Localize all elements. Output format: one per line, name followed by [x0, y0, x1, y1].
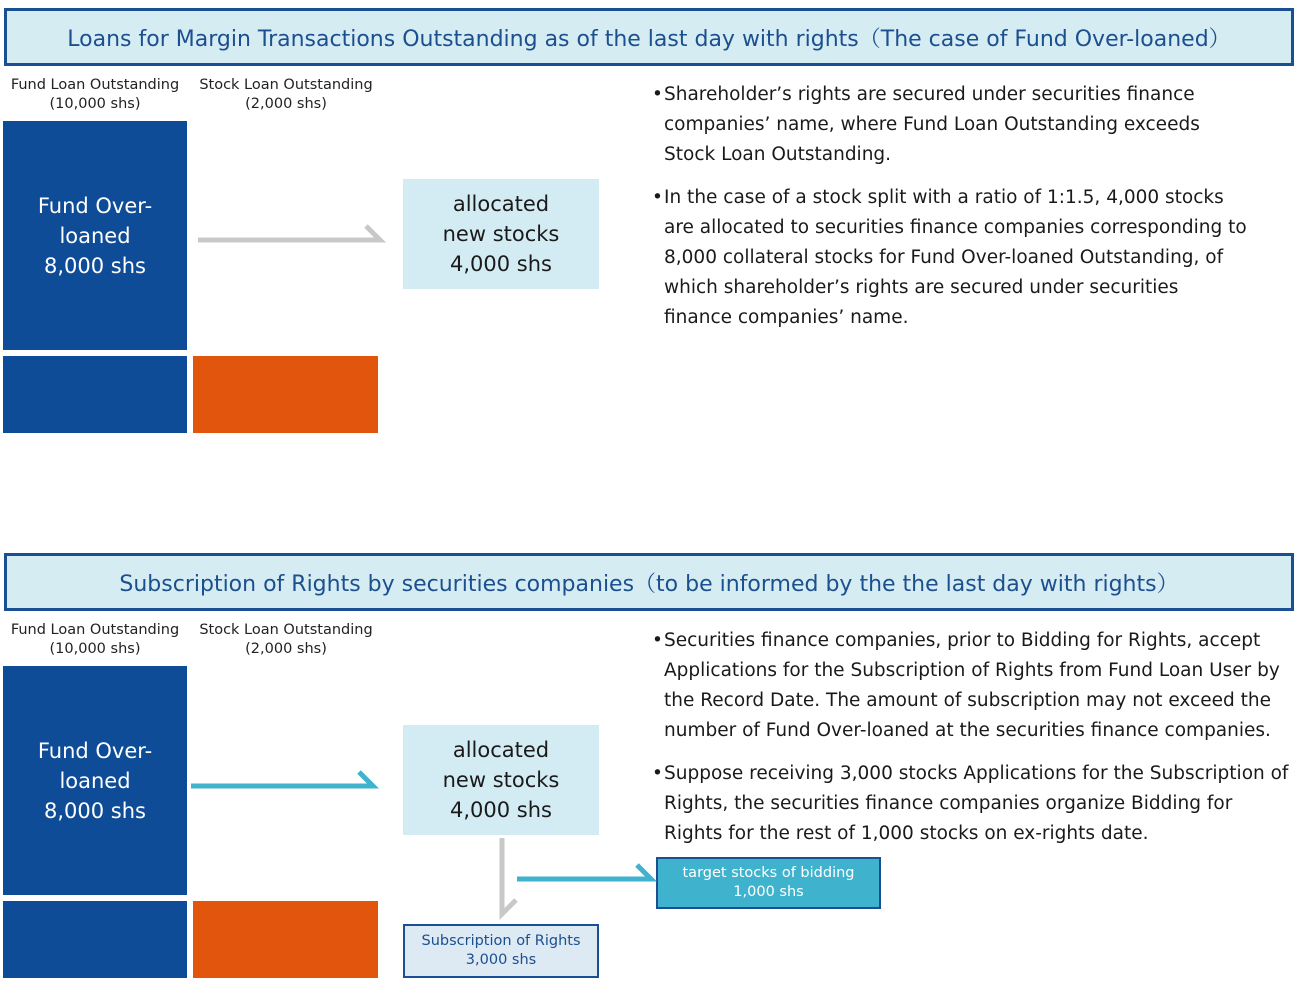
- subs-line1: Subscription of Rights: [421, 933, 581, 949]
- alloc-line1: allocated: [452, 192, 550, 216]
- fund-block-line2: loaned: [59, 768, 131, 793]
- bidding-arrow: [517, 865, 651, 879]
- section1-allocation-arrow: [198, 226, 380, 240]
- alloc-line3: 4,000 shs: [450, 252, 552, 276]
- fund-block-line3: 8,000 shs: [44, 798, 146, 823]
- stock-loan-label-text: Stock Loan Outstanding: [199, 622, 373, 638]
- subs-line2: 3,000 shs: [465, 952, 537, 968]
- stock-loan-value-text: (2,000 shs): [245, 641, 327, 657]
- fund-loan-label-text: Fund Loan Outstanding: [10, 622, 180, 638]
- stock-loan-label-text: Stock Loan Outstanding: [199, 77, 373, 93]
- alloc-line3: 4,000 shs: [450, 798, 552, 822]
- fund-block-line2: loaned: [59, 223, 131, 248]
- fund-loan-value-text: (10,000 shs): [49, 641, 141, 657]
- section2-allocation-arrow: [191, 772, 373, 786]
- fund-loan-label-text: Fund Loan Outstanding: [10, 77, 180, 93]
- fund-block-line1: Fund Over-: [37, 193, 153, 218]
- stock-loan-value-text: (2,000 shs): [245, 96, 327, 112]
- fund-loan-value-text: (10,000 shs): [49, 96, 141, 112]
- bullet-item: • Suppose receiving 3,000 stocks Applications for the Subscription of Rights, the securities finance companies organize Bidding for Rights for the rest of 1,000 stocks on ex-rights date.: [652, 759, 1292, 849]
- bullet-item: • Shareholder’s rights are secured under securities finance companies’ name, where Fund Loan Outstanding exceeds Stock Loan Outstanding.: [652, 80, 1252, 170]
- fund-block-line1: Fund Over-: [37, 738, 153, 763]
- alloc-line2: new stocks: [442, 768, 560, 792]
- alloc-line1: allocated: [452, 738, 550, 762]
- section2-title-text: Subscription of Rights by securities companies（to be informed by the the last day with rights）: [119, 571, 1179, 597]
- fund-block-line3: 8,000 shs: [44, 253, 146, 278]
- target-line2: 1,000 shs: [733, 884, 804, 900]
- bullet-item: • Securities finance companies, prior to Bidding for Rights, accept Applications for the Subscription of Rights from Fund Loan User by the Record Date. The amount of subscription may not exceed the number of Fund Over-loaned at the securities finance companies.: [652, 626, 1292, 746]
- target-line1: target stocks of bidding: [682, 865, 855, 881]
- subscription-down-arrow: [502, 838, 516, 914]
- alloc-line2: new stocks: [442, 222, 560, 246]
- bullet-item: • In the case of a stock split with a ratio of 1:1.5, 4,000 stocks are allocated to securities finance companies corresponding to 8,000 collateral stocks for Fund Over-loaned Outstanding, of which shareholder’s rights are secured under securities finance companies’ name.: [652, 183, 1252, 333]
- section1-title-text: Loans for Margin Transactions Outstanding as of the last day with rights（The case of Fund Over-loaned）: [67, 26, 1231, 52]
